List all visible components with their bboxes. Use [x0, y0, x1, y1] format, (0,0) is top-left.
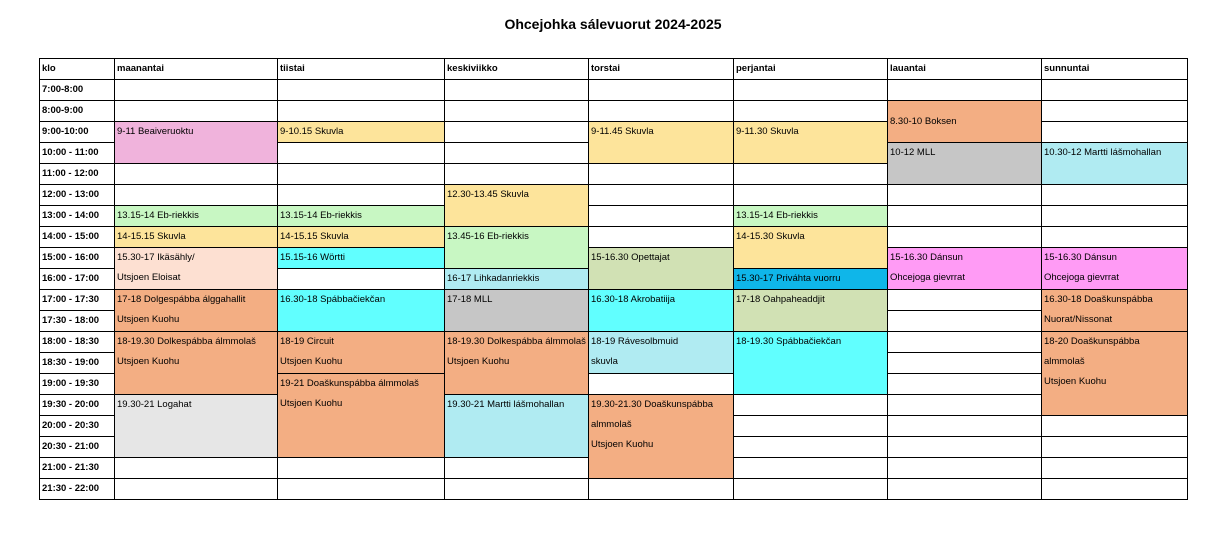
event-cell: 18-19 Circuit Utsjoen Kuohu	[278, 332, 445, 374]
page-title: Ohcejohka sálevuorut 2024-2025	[504, 16, 722, 32]
empty-cell	[734, 479, 888, 500]
empty-cell	[589, 185, 734, 206]
table-row	[40, 479, 1188, 500]
time-cell: 20:00 - 20:30	[40, 416, 115, 437]
table-row	[40, 206, 1188, 227]
empty-cell	[278, 458, 445, 479]
empty-cell	[589, 206, 734, 227]
header-saturday: lauantai	[888, 59, 1042, 80]
event-cell: 10.30-12 Martti lášmohallan	[1042, 143, 1188, 185]
event-cell: 18-19 Rávesolbmuid skuvla	[589, 332, 734, 374]
empty-cell	[445, 164, 589, 185]
schedule-table	[39, 58, 1188, 500]
event-cell: 16-17 Lihkadanriekkis	[445, 269, 589, 290]
event-cell: 15.30-17 Ikäsähly/ Utsjoen Eloisat	[115, 248, 278, 290]
empty-cell	[1042, 80, 1188, 101]
empty-cell	[1042, 227, 1188, 248]
event-cell: 14-15.15 Skuvla	[115, 227, 278, 248]
empty-cell	[445, 143, 589, 164]
empty-cell	[278, 143, 445, 164]
table-row	[40, 332, 1188, 353]
time-cell: 14:00 - 15:00	[40, 227, 115, 248]
event-cell: 9-10.15 Skuvla	[278, 122, 445, 143]
event-cell: 18-19.30 Dolkespábba álmmolaš Utsjoen Kuohu	[115, 332, 278, 395]
time-cell: 15:00 - 16:00	[40, 248, 115, 269]
event-cell: 9-11.30 Skuvla	[734, 122, 888, 164]
empty-cell	[278, 80, 445, 101]
empty-cell	[888, 290, 1042, 311]
empty-cell	[115, 101, 278, 122]
event-cell: 18-19.30 Dolkespábba álmmolaš Utsjoen Kuohu	[445, 332, 589, 395]
event-cell: 16.30-18 Spábbačiekčan	[278, 290, 445, 332]
time-cell: 19:00 - 19:30	[40, 374, 115, 395]
header-sunday: sunnuntai	[1042, 59, 1188, 80]
empty-cell	[734, 458, 888, 479]
time-cell: 21:00 - 21:30	[40, 458, 115, 479]
header-friday: perjantai	[734, 59, 888, 80]
event-cell: 17-18 MLL	[445, 290, 589, 332]
empty-cell	[734, 416, 888, 437]
time-cell: 17:30 - 18:00	[40, 311, 115, 332]
time-cell: 7:00-8:00	[40, 80, 115, 101]
event-cell: 19.30-21 Martti lášmohallan	[445, 395, 589, 458]
empty-cell	[734, 185, 888, 206]
empty-cell	[888, 206, 1042, 227]
event-cell: 18-19.30 Spábbačiekčan	[734, 332, 888, 395]
empty-cell	[278, 185, 445, 206]
time-cell: 17:00 - 17:30	[40, 290, 115, 311]
event-cell: 17-18 Oahpaheaddjit	[734, 290, 888, 332]
empty-cell	[115, 185, 278, 206]
event-cell: 15-16.30 Dánsun Ohcejoga gievrrat	[888, 248, 1042, 290]
event-cell: 13.15-14 Eb-riekkis	[734, 206, 888, 227]
time-cell: 8:00-9:00	[40, 101, 115, 122]
event-cell: 19.30-21 Logahat	[115, 395, 278, 458]
event-cell: 16.30-18 Doaškunspábba Nuorat/Nissonat	[1042, 290, 1188, 332]
time-cell: 19:30 - 20:00	[40, 395, 115, 416]
header-klo: klo	[40, 59, 115, 80]
empty-cell	[115, 164, 278, 185]
time-cell: 18:30 - 19:00	[40, 353, 115, 374]
empty-cell	[888, 332, 1042, 353]
event-cell: 15-16.30 Opettajat	[589, 248, 734, 290]
empty-cell	[589, 164, 734, 185]
empty-cell	[1042, 101, 1188, 122]
empty-cell	[445, 122, 589, 143]
time-cell: 11:00 - 12:00	[40, 164, 115, 185]
event-cell: 19.30-21.30 Doaškunspábba almmolaš Utsjoen Kuohu	[589, 395, 734, 479]
header-monday: maanantai	[115, 59, 278, 80]
empty-cell	[278, 479, 445, 500]
empty-cell	[445, 101, 589, 122]
empty-cell	[1042, 437, 1188, 458]
empty-cell	[1042, 416, 1188, 437]
empty-cell	[1042, 479, 1188, 500]
empty-cell	[888, 311, 1042, 332]
event-cell: 8.30-10 Boksen	[888, 101, 1042, 143]
time-cell: 12:00 - 13:00	[40, 185, 115, 206]
empty-cell	[888, 458, 1042, 479]
empty-cell	[445, 458, 589, 479]
header-thursday: torstai	[589, 59, 734, 80]
empty-cell	[589, 101, 734, 122]
event-cell: 13.45-16 Eb-riekkis	[445, 227, 589, 269]
header-tuesday: tiistai	[278, 59, 445, 80]
event-cell: 17-18 Dolgespábba álggahallit Utsjoen Kuohu	[115, 290, 278, 332]
empty-cell	[589, 227, 734, 248]
empty-cell	[445, 80, 589, 101]
event-cell: 19-21 Doaškunspábba álmmolaš Utsjoen Kuohu	[278, 374, 445, 458]
empty-cell	[888, 185, 1042, 206]
event-cell: 12.30-13.45 Skuvla	[445, 185, 589, 227]
table-row	[40, 290, 1188, 311]
event-cell: 18-20 Doaškunspábba almmolaš Utsjoen Kuohu	[1042, 332, 1188, 416]
event-cell: 15.15-16 Wörtti	[278, 248, 445, 269]
header-wednesday: keskiviikko	[445, 59, 589, 80]
table-row	[40, 80, 1188, 101]
time-cell: 18:00 - 18:30	[40, 332, 115, 353]
empty-cell	[734, 437, 888, 458]
event-cell: 13.15-14 Eb-riekkis	[278, 206, 445, 227]
empty-cell	[445, 479, 589, 500]
empty-cell	[1042, 458, 1188, 479]
empty-cell	[734, 164, 888, 185]
empty-cell	[589, 80, 734, 101]
empty-cell	[734, 101, 888, 122]
table-row	[40, 395, 1188, 416]
table-row	[40, 248, 1188, 269]
time-cell: 13:00 - 14:00	[40, 206, 115, 227]
empty-cell	[888, 374, 1042, 395]
time-cell: 20:30 - 21:00	[40, 437, 115, 458]
empty-cell	[278, 101, 445, 122]
empty-cell	[1042, 185, 1188, 206]
empty-cell	[589, 479, 734, 500]
empty-cell	[734, 80, 888, 101]
time-cell: 21:30 - 22:00	[40, 479, 115, 500]
event-cell: 15.30-17 Priváhta vuorru	[734, 269, 888, 290]
event-cell: 13.15-14 Eb-riekkis	[115, 206, 278, 227]
table-row	[40, 185, 1188, 206]
empty-cell	[115, 479, 278, 500]
time-cell: 9:00-10:00	[40, 122, 115, 143]
event-cell: 9-11.45 Skuvla	[589, 122, 734, 164]
empty-cell	[888, 395, 1042, 416]
empty-cell	[589, 374, 734, 395]
empty-cell	[115, 80, 278, 101]
empty-cell	[888, 479, 1042, 500]
header-row	[40, 59, 1188, 80]
time-cell: 10:00 - 11:00	[40, 143, 115, 164]
time-cell: 16:00 - 17:00	[40, 269, 115, 290]
empty-cell	[278, 164, 445, 185]
empty-cell	[1042, 122, 1188, 143]
empty-cell	[734, 395, 888, 416]
event-cell: 15-16.30 Dánsun Ohcejoga gievrrat	[1042, 248, 1188, 290]
table-row	[40, 101, 1188, 122]
table-row	[40, 227, 1188, 248]
event-cell: 16.30-18 Akrobatiija	[589, 290, 734, 332]
empty-cell	[115, 458, 278, 479]
empty-cell	[888, 80, 1042, 101]
event-cell: 14-15.30 Skuvla	[734, 227, 888, 269]
event-cell: 10-12 MLL	[888, 143, 1042, 185]
event-cell: 14-15.15 Skuvla	[278, 227, 445, 248]
empty-cell	[278, 269, 445, 290]
empty-cell	[1042, 206, 1188, 227]
event-cell: 9-11 Beaiveruoktu	[115, 122, 278, 164]
empty-cell	[888, 416, 1042, 437]
empty-cell	[888, 353, 1042, 374]
empty-cell	[888, 437, 1042, 458]
empty-cell	[888, 227, 1042, 248]
